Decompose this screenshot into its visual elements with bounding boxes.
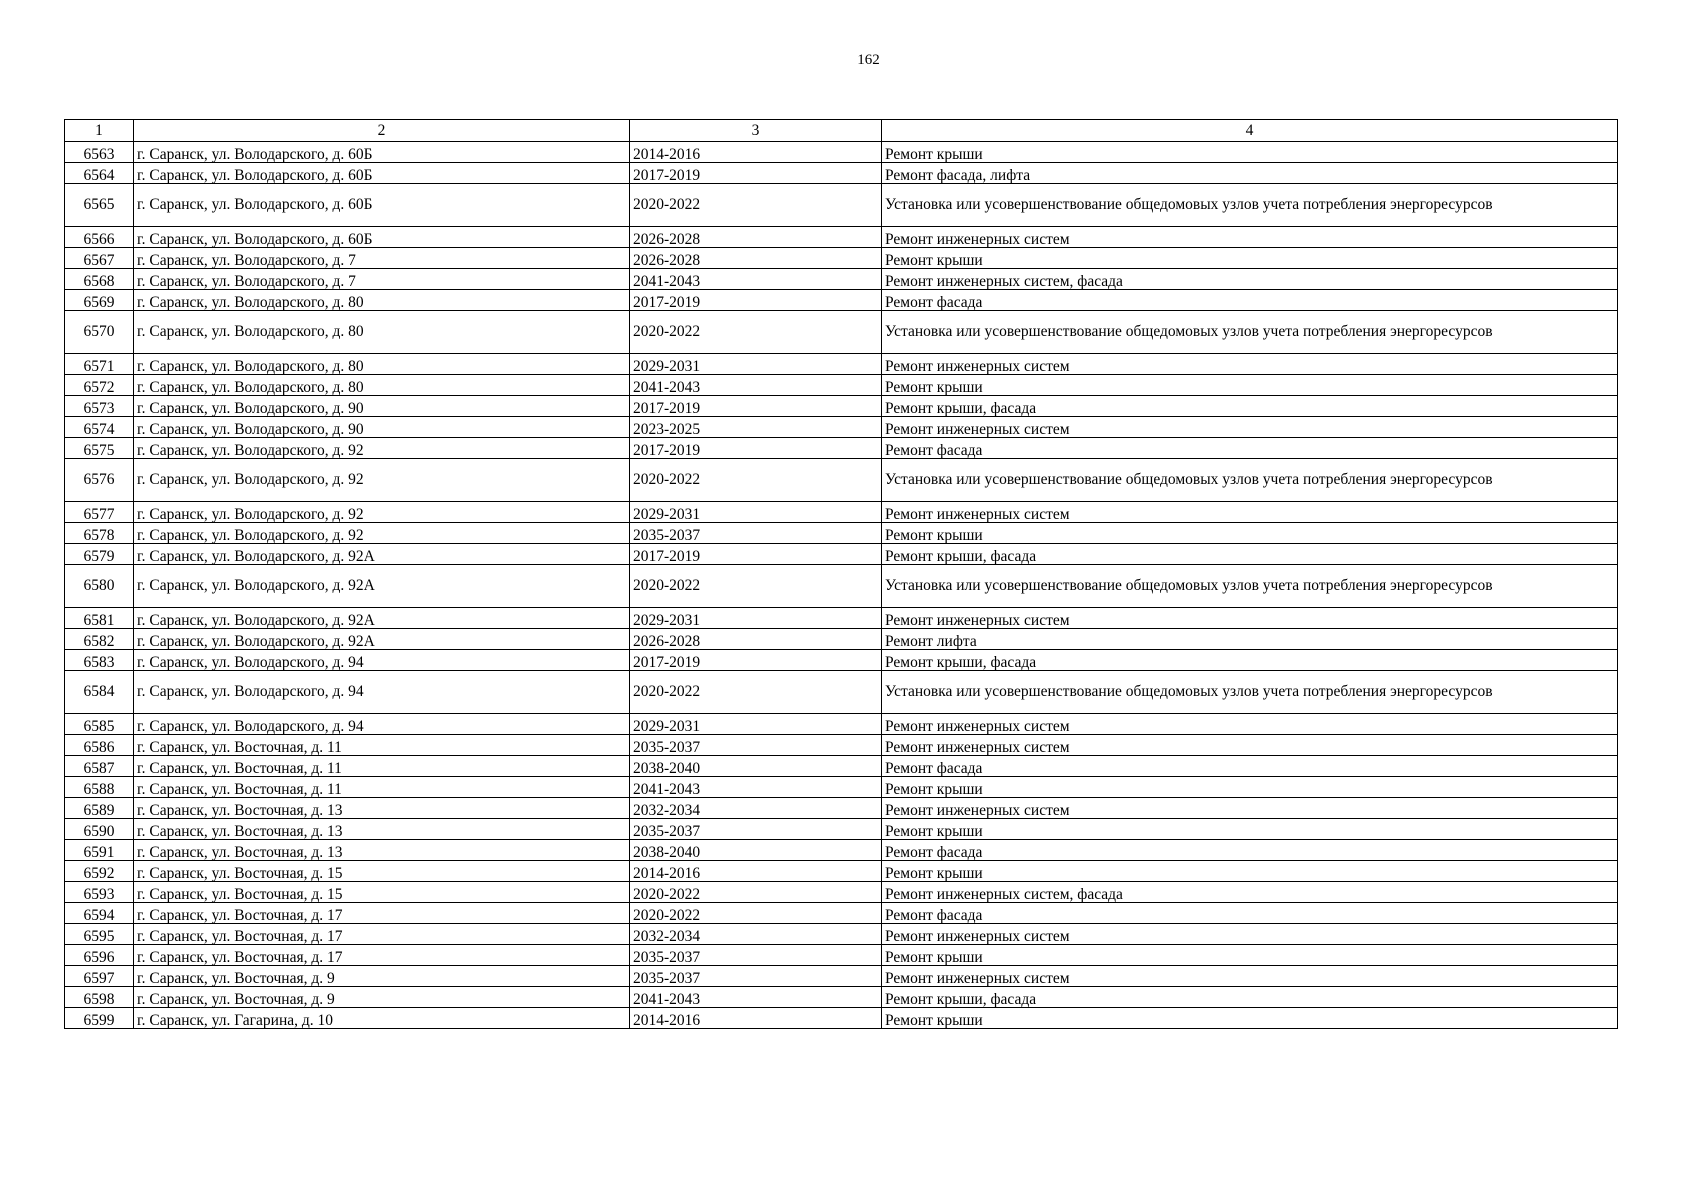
table-row [65, 459, 1618, 502]
work-type-cell: Установка или усовершенствование общедомовых узлов учета потребления энергоресурсов [882, 565, 1618, 608]
table-row [65, 840, 1618, 861]
period-cell: 2041-2043 [630, 987, 882, 1008]
period-cell: 2017-2019 [630, 544, 882, 565]
table-row [65, 438, 1618, 459]
table-row [65, 142, 1618, 163]
address-cell: г. Саранск, ул. Володарского, д. 92 [134, 502, 630, 523]
address-cell: г. Саранск, ул. Восточная, д. 15 [134, 882, 630, 903]
address-cell: г. Саранск, ул. Володарского, д. 80 [134, 311, 630, 354]
period-cell: 2026-2028 [630, 227, 882, 248]
address-cell: г. Саранск, ул. Володарского, д. 94 [134, 650, 630, 671]
address-cell: г. Саранск, ул. Володарского, д. 80 [134, 290, 630, 311]
row-number-cell: 6573 [65, 396, 134, 417]
address-cell: г. Саранск, ул. Восточная, д. 9 [134, 987, 630, 1008]
row-number-cell: 6598 [65, 987, 134, 1008]
row-number-cell: 6583 [65, 650, 134, 671]
address-cell: г. Саранск, ул. Гагарина, д. 10 [134, 1008, 630, 1029]
period-cell: 2020-2022 [630, 459, 882, 502]
table-row [65, 861, 1618, 882]
period-cell: 2020-2022 [630, 184, 882, 227]
period-cell: 2017-2019 [630, 163, 882, 184]
table-row [65, 269, 1618, 290]
row-number-cell: 6586 [65, 735, 134, 756]
row-number-cell: 6584 [65, 671, 134, 714]
address-cell: г. Саранск, ул. Володарского, д. 7 [134, 269, 630, 290]
period-cell: 2017-2019 [630, 438, 882, 459]
address-cell: г. Саранск, ул. Володарского, д. 92А [134, 544, 630, 565]
row-number-cell: 6585 [65, 714, 134, 735]
table-row [65, 227, 1618, 248]
row-number-cell: 6597 [65, 966, 134, 987]
address-cell: г. Саранск, ул. Восточная, д. 9 [134, 966, 630, 987]
row-number-cell: 6566 [65, 227, 134, 248]
period-cell: 2038-2040 [630, 756, 882, 777]
address-cell: г. Саранск, ул. Восточная, д. 13 [134, 798, 630, 819]
table-row [65, 565, 1618, 608]
work-type-cell: Ремонт крыши [882, 819, 1618, 840]
row-number-cell: 6563 [65, 142, 134, 163]
period-cell: 2032-2034 [630, 924, 882, 945]
work-type-cell: Ремонт крыши [882, 1008, 1618, 1029]
table-row [65, 396, 1618, 417]
row-number-cell: 6580 [65, 565, 134, 608]
table-row [65, 945, 1618, 966]
table-row [65, 650, 1618, 671]
row-number-cell: 6567 [65, 248, 134, 269]
row-number-cell: 6594 [65, 903, 134, 924]
period-cell: 2035-2037 [630, 523, 882, 544]
work-type-cell: Установка или усовершенствование общедомовых узлов учета потребления энергоресурсов [882, 459, 1618, 502]
period-cell: 2041-2043 [630, 777, 882, 798]
table-row [65, 417, 1618, 438]
address-cell: г. Саранск, ул. Володарского, д. 7 [134, 248, 630, 269]
address-cell: г. Саранск, ул. Володарского, д. 80 [134, 354, 630, 375]
address-cell: г. Саранск, ул. Восточная, д. 13 [134, 819, 630, 840]
period-cell: 2014-2016 [630, 142, 882, 163]
row-number-cell: 6591 [65, 840, 134, 861]
table-row [65, 819, 1618, 840]
table-row [65, 248, 1618, 269]
period-cell: 2032-2034 [630, 798, 882, 819]
table-row [65, 798, 1618, 819]
column-header-period: 3 [630, 120, 882, 142]
table-row [65, 608, 1618, 629]
address-cell: г. Саранск, ул. Володарского, д. 92 [134, 438, 630, 459]
table-row [65, 523, 1618, 544]
work-type-cell: Ремонт инженерных систем [882, 798, 1618, 819]
period-cell: 2014-2016 [630, 1008, 882, 1029]
address-cell: г. Саранск, ул. Володарского, д. 90 [134, 396, 630, 417]
work-type-cell: Ремонт крыши, фасада [882, 987, 1618, 1008]
work-type-cell: Ремонт крыши [882, 777, 1618, 798]
table-row [65, 903, 1618, 924]
table-row [65, 777, 1618, 798]
work-type-cell: Ремонт инженерных систем [882, 502, 1618, 523]
period-cell: 2026-2028 [630, 629, 882, 650]
row-number-cell: 6577 [65, 502, 134, 523]
period-cell: 2020-2022 [630, 903, 882, 924]
table-row [65, 629, 1618, 650]
row-number-cell: 6588 [65, 777, 134, 798]
row-number-cell: 6579 [65, 544, 134, 565]
page-number: 162 [857, 52, 880, 68]
row-number-cell: 6565 [65, 184, 134, 227]
period-cell: 2014-2016 [630, 861, 882, 882]
work-type-cell: Ремонт крыши, фасада [882, 544, 1618, 565]
address-cell: г. Саранск, ул. Восточная, д. 17 [134, 903, 630, 924]
work-type-cell: Ремонт инженерных систем [882, 608, 1618, 629]
work-type-cell: Ремонт фасада [882, 438, 1618, 459]
row-number-cell: 6589 [65, 798, 134, 819]
row-number-cell: 6569 [65, 290, 134, 311]
work-type-cell: Установка или усовершенствование общедомовых узлов учета потребления энергоресурсов [882, 184, 1618, 227]
period-cell: 2020-2022 [630, 882, 882, 903]
row-number-cell: 6592 [65, 861, 134, 882]
column-header-address: 2 [134, 120, 630, 142]
row-number-cell: 6593 [65, 882, 134, 903]
column-header-number: 1 [65, 120, 134, 142]
table-row [65, 882, 1618, 903]
address-cell: г. Саранск, ул. Володарского, д. 92 [134, 523, 630, 544]
period-cell: 2029-2031 [630, 714, 882, 735]
period-cell: 2035-2037 [630, 735, 882, 756]
row-number-cell: 6572 [65, 375, 134, 396]
work-type-cell: Установка или усовершенствование общедомовых узлов учета потребления энергоресурсов [882, 671, 1618, 714]
table-row [65, 375, 1618, 396]
work-type-cell: Ремонт инженерных систем [882, 714, 1618, 735]
period-cell: 2020-2022 [630, 671, 882, 714]
period-cell: 2026-2028 [630, 248, 882, 269]
row-number-cell: 6564 [65, 163, 134, 184]
period-cell: 2041-2043 [630, 269, 882, 290]
row-number-cell: 6574 [65, 417, 134, 438]
work-type-cell: Ремонт крыши [882, 523, 1618, 544]
table-header [65, 120, 1618, 142]
address-cell: г. Саранск, ул. Володарского, д. 60Б [134, 227, 630, 248]
address-cell: г. Саранск, ул. Володарского, д. 92А [134, 629, 630, 650]
work-type-cell: Ремонт крыши, фасада [882, 650, 1618, 671]
period-cell: 2017-2019 [630, 650, 882, 671]
address-cell: г. Саранск, ул. Восточная, д. 11 [134, 735, 630, 756]
work-type-cell: Ремонт фасада, лифта [882, 163, 1618, 184]
work-type-cell: Ремонт крыши, фасада [882, 396, 1618, 417]
work-type-cell: Ремонт крыши [882, 142, 1618, 163]
work-type-cell: Ремонт крыши [882, 945, 1618, 966]
row-number-cell: 6596 [65, 945, 134, 966]
table-row [65, 966, 1618, 987]
address-cell: г. Саранск, ул. Восточная, д. 17 [134, 924, 630, 945]
period-cell: 2038-2040 [630, 840, 882, 861]
period-cell: 2035-2037 [630, 945, 882, 966]
work-type-cell: Ремонт инженерных систем [882, 354, 1618, 375]
row-number-cell: 6590 [65, 819, 134, 840]
period-cell: 2029-2031 [630, 608, 882, 629]
work-type-cell: Ремонт инженерных систем, фасада [882, 882, 1618, 903]
table-row [65, 735, 1618, 756]
work-type-cell: Ремонт фасада [882, 756, 1618, 777]
table-row [65, 290, 1618, 311]
address-cell: г. Саранск, ул. Володарского, д. 60Б [134, 163, 630, 184]
table-row [65, 671, 1618, 714]
row-number-cell: 6571 [65, 354, 134, 375]
column-header-work: 4 [882, 120, 1618, 142]
period-cell: 2017-2019 [630, 396, 882, 417]
table-row [65, 311, 1618, 354]
period-cell: 2017-2019 [630, 290, 882, 311]
table-row [65, 1008, 1618, 1029]
work-type-cell: Ремонт крыши [882, 861, 1618, 882]
row-number-cell: 6599 [65, 1008, 134, 1029]
work-type-cell: Ремонт инженерных систем, фасада [882, 269, 1618, 290]
table-row [65, 184, 1618, 227]
work-type-cell: Ремонт крыши [882, 248, 1618, 269]
work-type-cell: Ремонт крыши [882, 375, 1618, 396]
row-number-cell: 6575 [65, 438, 134, 459]
period-cell: 2029-2031 [630, 502, 882, 523]
period-cell: 2029-2031 [630, 354, 882, 375]
row-number-cell: 6570 [65, 311, 134, 354]
address-cell: г. Саранск, ул. Володарского, д. 60Б [134, 184, 630, 227]
repair-schedule-table [64, 119, 1618, 1029]
work-type-cell: Ремонт фасада [882, 290, 1618, 311]
table-row [65, 544, 1618, 565]
period-cell: 2035-2037 [630, 819, 882, 840]
row-number-cell: 6576 [65, 459, 134, 502]
address-cell: г. Саранск, ул. Володарского, д. 90 [134, 417, 630, 438]
address-cell: г. Саранск, ул. Восточная, д. 11 [134, 777, 630, 798]
address-cell: г. Саранск, ул. Восточная, д. 13 [134, 840, 630, 861]
table-row [65, 924, 1618, 945]
address-cell: г. Саранск, ул. Володарского, д. 92А [134, 565, 630, 608]
work-type-cell: Установка или усовершенствование общедомовых узлов учета потребления энергоресурсов [882, 311, 1618, 354]
table-row [65, 756, 1618, 777]
row-number-cell: 6587 [65, 756, 134, 777]
row-number-cell: 6595 [65, 924, 134, 945]
period-cell: 2035-2037 [630, 966, 882, 987]
row-number-cell: 6578 [65, 523, 134, 544]
period-cell: 2041-2043 [630, 375, 882, 396]
work-type-cell: Ремонт лифта [882, 629, 1618, 650]
period-cell: 2023-2025 [630, 417, 882, 438]
header-row [65, 120, 1618, 142]
row-number-cell: 6582 [65, 629, 134, 650]
row-number-cell: 6581 [65, 608, 134, 629]
table-row [65, 163, 1618, 184]
work-type-cell: Ремонт инженерных систем [882, 417, 1618, 438]
address-cell: г. Саранск, ул. Восточная, д. 15 [134, 861, 630, 882]
table-row [65, 987, 1618, 1008]
table-row [65, 502, 1618, 523]
period-cell: 2020-2022 [630, 311, 882, 354]
address-cell: г. Саранск, ул. Володарского, д. 92 [134, 459, 630, 502]
work-type-cell: Ремонт инженерных систем [882, 966, 1618, 987]
address-cell: г. Саранск, ул. Восточная, д. 17 [134, 945, 630, 966]
address-cell: г. Саранск, ул. Володарского, д. 94 [134, 714, 630, 735]
work-type-cell: Ремонт фасада [882, 903, 1618, 924]
address-cell: г. Саранск, ул. Володарского, д. 94 [134, 671, 630, 714]
address-cell: г. Саранск, ул. Володарского, д. 80 [134, 375, 630, 396]
address-cell: г. Саранск, ул. Володарского, д. 92А [134, 608, 630, 629]
work-type-cell: Ремонт инженерных систем [882, 924, 1618, 945]
table-body [65, 142, 1618, 1029]
work-type-cell: Ремонт фасада [882, 840, 1618, 861]
table-row [65, 714, 1618, 735]
period-cell: 2020-2022 [630, 565, 882, 608]
work-type-cell: Ремонт инженерных систем [882, 227, 1618, 248]
address-cell: г. Саранск, ул. Володарского, д. 60Б [134, 142, 630, 163]
address-cell: г. Саранск, ул. Восточная, д. 11 [134, 756, 630, 777]
work-type-cell: Ремонт инженерных систем [882, 735, 1618, 756]
table-row [65, 354, 1618, 375]
row-number-cell: 6568 [65, 269, 134, 290]
